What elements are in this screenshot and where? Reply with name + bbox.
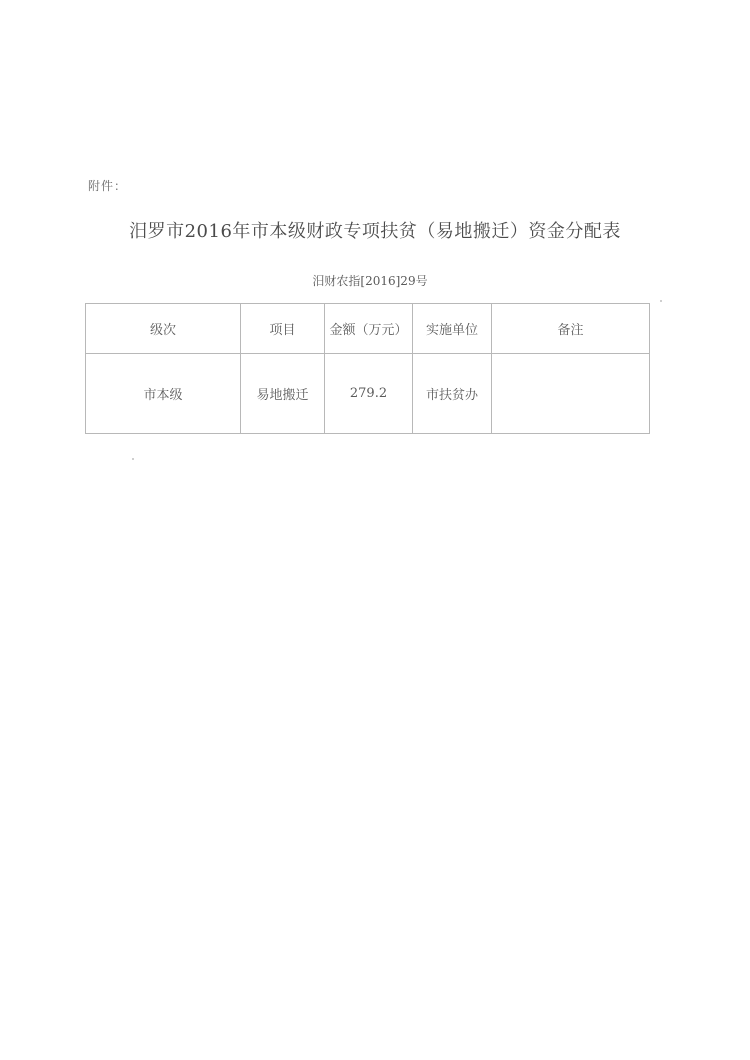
document-title: 汨罗市2016年市本级财政专项扶贫（易地搬迁）资金分配表 [129, 221, 621, 242]
table-row [86, 354, 650, 434]
table-header-row [86, 304, 650, 354]
scan-speck [660, 300, 662, 302]
column-header-implementing-unit: 实施单位 [413, 304, 492, 354]
column-header-remarks: 备注 [492, 304, 650, 354]
cell-remarks [492, 354, 650, 434]
cell-project: 易地搬迁 [241, 354, 325, 434]
scan-speck [132, 458, 134, 460]
attachment-label: 附件： [88, 179, 128, 193]
column-header-project: 项目 [241, 304, 325, 354]
cell-implementing-unit: 市扶贫办 [413, 354, 492, 434]
cell-amount: 279.2 [325, 354, 413, 434]
fund-allocation-table [85, 303, 650, 434]
cell-level: 市本级 [86, 354, 241, 434]
column-header-level: 级次 [86, 304, 241, 354]
column-header-amount: 金额（万元） [325, 304, 413, 354]
document-number: 汨财农指[2016]29号 [312, 274, 428, 288]
